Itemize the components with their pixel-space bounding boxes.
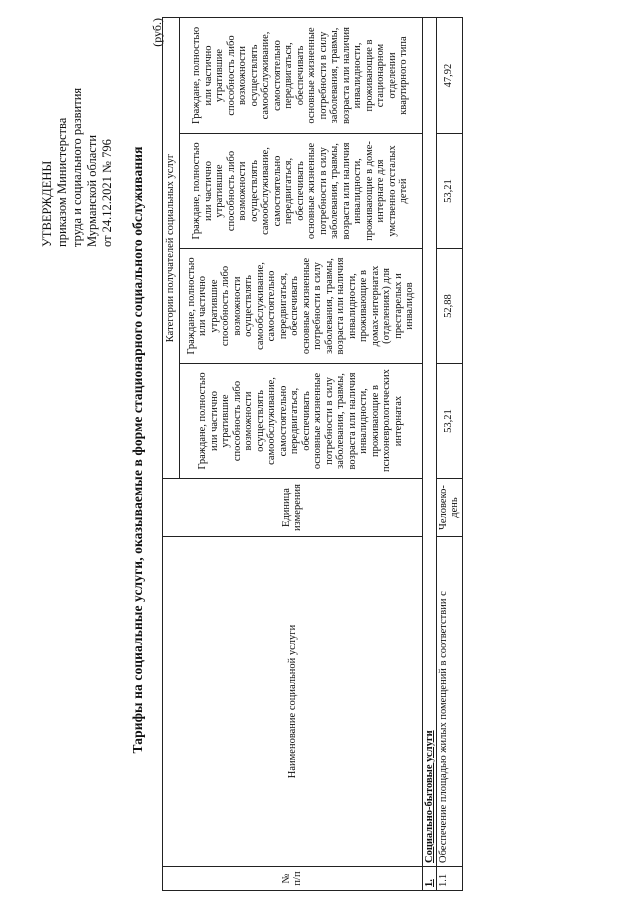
row-value: 53,21 xyxy=(436,134,462,249)
approval-line: труда и социального развития xyxy=(70,87,84,247)
approval-line: УТВЕРЖДЕНЫ xyxy=(40,160,54,247)
header-row xyxy=(163,17,180,890)
row-value: 53,21 xyxy=(436,364,462,479)
table-row xyxy=(436,17,462,890)
category-header: Граждане, полностью или частично утратившие способность либо возможности осуществлять самообслуживание, самостоятельно передвигаться, обеспечивать основные жизненные потребности в силу заболевания, травмы, возраста или наличия инвалидности, проживающие в психоневрологических интернатах xyxy=(179,364,422,479)
row-unit: Человеко-день xyxy=(436,479,462,537)
row-value: 52,88 xyxy=(436,249,462,364)
section-num: 1. xyxy=(422,867,436,891)
approval-line: Мурманской области xyxy=(85,134,99,247)
tariff-table xyxy=(162,17,463,891)
document-title: Тарифы на социальные услуги, оказываемые в форме стационарного социального обслуживания xyxy=(130,146,145,754)
row-num: 1.1 xyxy=(436,867,462,891)
section-title: Социально-бытовые услуги xyxy=(422,17,436,866)
category-header: Граждане, полностью или частично утратившие способность либо возможности осуществлять самообслуживание, самостоятельно передвигаться, обеспечивать основные жизненные потребности в силу заболевания, травмы, возраста или наличия инвалидности, проживающие в домах-интернатах (отделениях) для престарелых и инвалидов xyxy=(179,249,422,364)
row-service: Обеспечение площадью жилых помещений в соответствии с xyxy=(436,537,462,867)
row-value: 47,92 xyxy=(436,17,462,133)
approval-stamp xyxy=(40,7,115,247)
currency-note: (руб.) xyxy=(150,18,164,47)
header-categories-title: Категории получателей социальных услуг xyxy=(163,17,180,478)
header-num: № п/п xyxy=(163,867,423,891)
category-header: Граждане, полностью или частично утратившие способность либо возможности осуществлять самообслуживание, самостоятельно передвигаться, обеспечивать основные жизненные потребности в силу заболевания, травмы, возраста или наличия инвалидности, проживающие в доме-интернате для умственно отсталых детей xyxy=(179,134,422,249)
header-unit: Единица измерения xyxy=(163,479,423,537)
section-row xyxy=(422,17,436,890)
approval-line: приказом Министерства xyxy=(55,117,69,247)
approval-line: от 24.12.2021 № 796 xyxy=(100,139,114,247)
category-header: Граждане, полностью или частично утратившие способность либо возможности осуществлять самообслуживание, самостоятельно передвигаться, обеспечивать основные жизненные потребности в силу заболевания, травмы, возраста или наличия инвалидности, проживающие в стационарном отделении квартирного типа xyxy=(179,17,422,133)
header-service: Наименование социальной услуги xyxy=(163,537,423,867)
